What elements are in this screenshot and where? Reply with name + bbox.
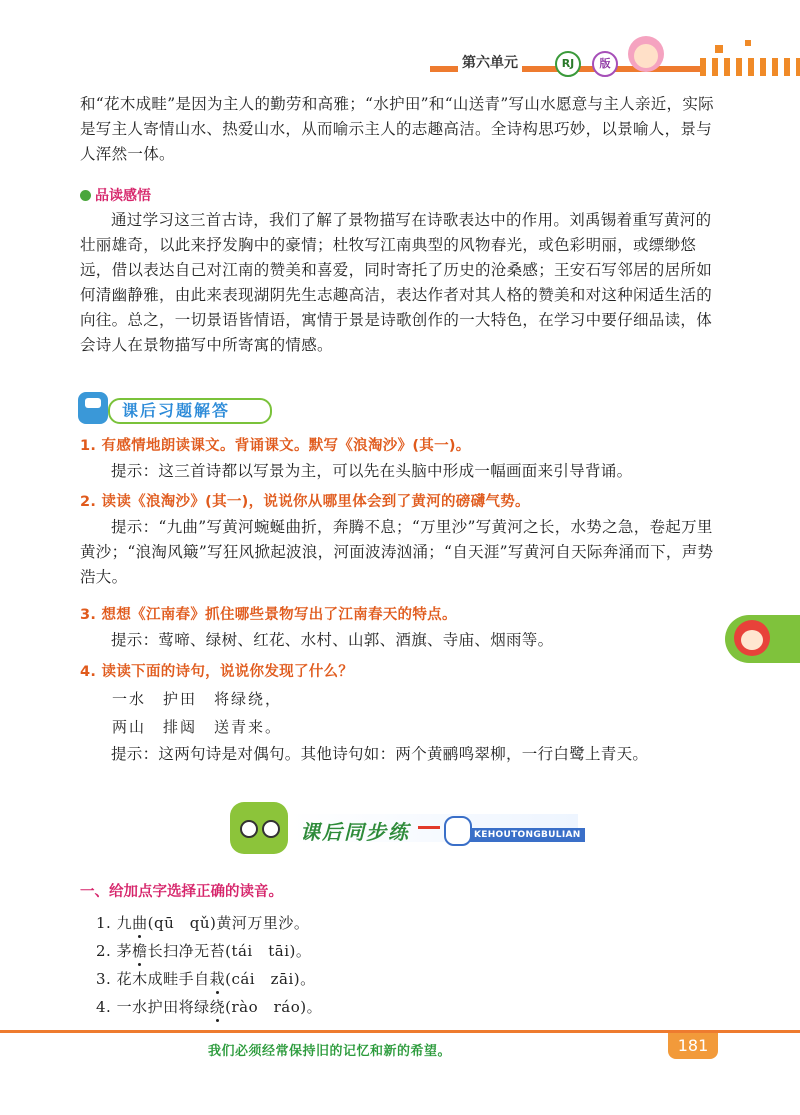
hint-4: 提示：这两句诗是对偶句。其他诗句如：两个黄鹂鸣翠柳，一行白鹭上青天。 [111, 745, 649, 763]
item-options: 长扫净无苔(tái tāi)。 [147, 942, 312, 960]
question-4: 4. 读读下面的诗句，说说你发现了什么？ [80, 664, 354, 680]
dotted-char: 曲 [132, 914, 148, 932]
reading-paragraph: 通过学习这三首古诗，我们了解了景物描写在诗歌表达中的作用。刘禹锡着重写黄河的壮丽雄奇，以此来抒发胸中的豪情；杜牧写江南典型的风物春光，或色彩明丽，或缥缈悠远，借以表达自己对江南的赞美和喜爱，同时寄托了历史的沧桑感；王安石写邻居的居所如何清幽静雅，由此来表现湖阴先生志趣高洁，表达作者对其人格的赞美和对这种闲适生活的向往。总之，一切景语皆情语，寓情于景是诗歌创作的一大特色，在学习中要仔细品读，体会诗人在景物描写中所寄寓的情感。 [80, 211, 713, 354]
checker-decoration [700, 58, 800, 76]
mascot-girl-icon [628, 36, 664, 72]
arrow-icon [418, 826, 440, 829]
page-header [0, 0, 800, 80]
hint-3: 提示：莺啼、绿树、红花、水村、山郭、酒旗、寺庙、烟雨等。 [111, 631, 554, 649]
hand-icon [444, 816, 472, 846]
question-3: 3. 想想《江南春》抓住哪些景物写出了江南春天的特点。 [80, 607, 457, 623]
poem-line-2: 两山 排闼 送青来。 [112, 718, 283, 736]
reading-heading [80, 185, 151, 205]
reading-heading-text: 品读感悟 [95, 188, 151, 204]
item-text: 2. 茅 [96, 942, 133, 960]
sync-practice-banner [230, 798, 581, 854]
fox-mascot-icon [734, 620, 770, 656]
bullet-icon [80, 190, 91, 201]
item-options: (qū qǔ)黄河万里沙。 [147, 914, 310, 932]
decor-square [715, 45, 723, 53]
exercise-banner-title: 课后习题解答 [122, 401, 231, 420]
list-item [96, 912, 309, 933]
sync-banner-title: 课后同步练 [300, 820, 410, 844]
robot-icon [78, 392, 108, 424]
hint-1: 提示：这三首诗都以写景为主，可以先在头脑中形成一幅画面来引导背诵。 [111, 462, 633, 480]
dotted-char: 栽 [209, 970, 226, 988]
unit-title: 第六单元 [458, 52, 522, 72]
item-options: (rào ráo)。 [225, 998, 323, 1016]
list-item [96, 996, 322, 1017]
eye-icon [240, 820, 258, 838]
badge-ban: 版 [592, 51, 618, 77]
question-2: 2. 读读《浪淘沙》(其一)，说说你从哪里体会到了黄河的磅礴气势。 [80, 494, 530, 510]
footer-motto: 我们必须经常保持旧的记忆和新的希望。 [208, 1044, 452, 1059]
dotted-char: 绕 [209, 998, 226, 1016]
eye-icon [262, 820, 280, 838]
dotted-char: 檐 [132, 942, 148, 960]
question-1: 1. 有感情地朗读课文。背诵课文。默写《浪淘沙》(其一)。 [80, 438, 471, 454]
intro-paragraph: 和“花木成畦”是因为主人的勤劳和高雅；“水护田”和“山送青”写山水愿意与主人亲近，实际是写主人寄情山水、热爱山水，从而喻示主人的志趣高洁。全诗构思巧妙，以景喻人，景与人浑然一体。 [80, 95, 714, 163]
badge-rj: RJ [555, 51, 581, 77]
poem-line-1: 一水 护田 将绿绕， [112, 690, 283, 708]
sync-banner-pinyin: KEHOUTONGBULIAN [470, 828, 585, 842]
item-text: 3. 花木成畦手自 [96, 970, 210, 988]
page-number: 181 [668, 1033, 718, 1059]
green-monster-icon [230, 802, 288, 854]
exercise-banner [78, 392, 278, 424]
item-options: (cái zāi)。 [225, 970, 316, 988]
list-item [96, 968, 316, 989]
section-one-title: 一、给加点字选择正确的读音。 [80, 884, 283, 900]
hint-2: 提示：“九曲”写黄河蜿蜒曲折，奔腾不息；“万里沙”写黄河之长，水势之急，卷起万里黄沙；“浪淘风簸”写狂风掀起波浪，河面波涛汹涌；“自天涯”写黄河自天际奔涌而下，声势浩大。 [80, 518, 714, 586]
decor-square [745, 40, 751, 46]
item-text: 4. 一水护田将绿 [96, 998, 210, 1016]
item-text: 1. 九 [96, 914, 133, 932]
list-item [96, 940, 311, 961]
